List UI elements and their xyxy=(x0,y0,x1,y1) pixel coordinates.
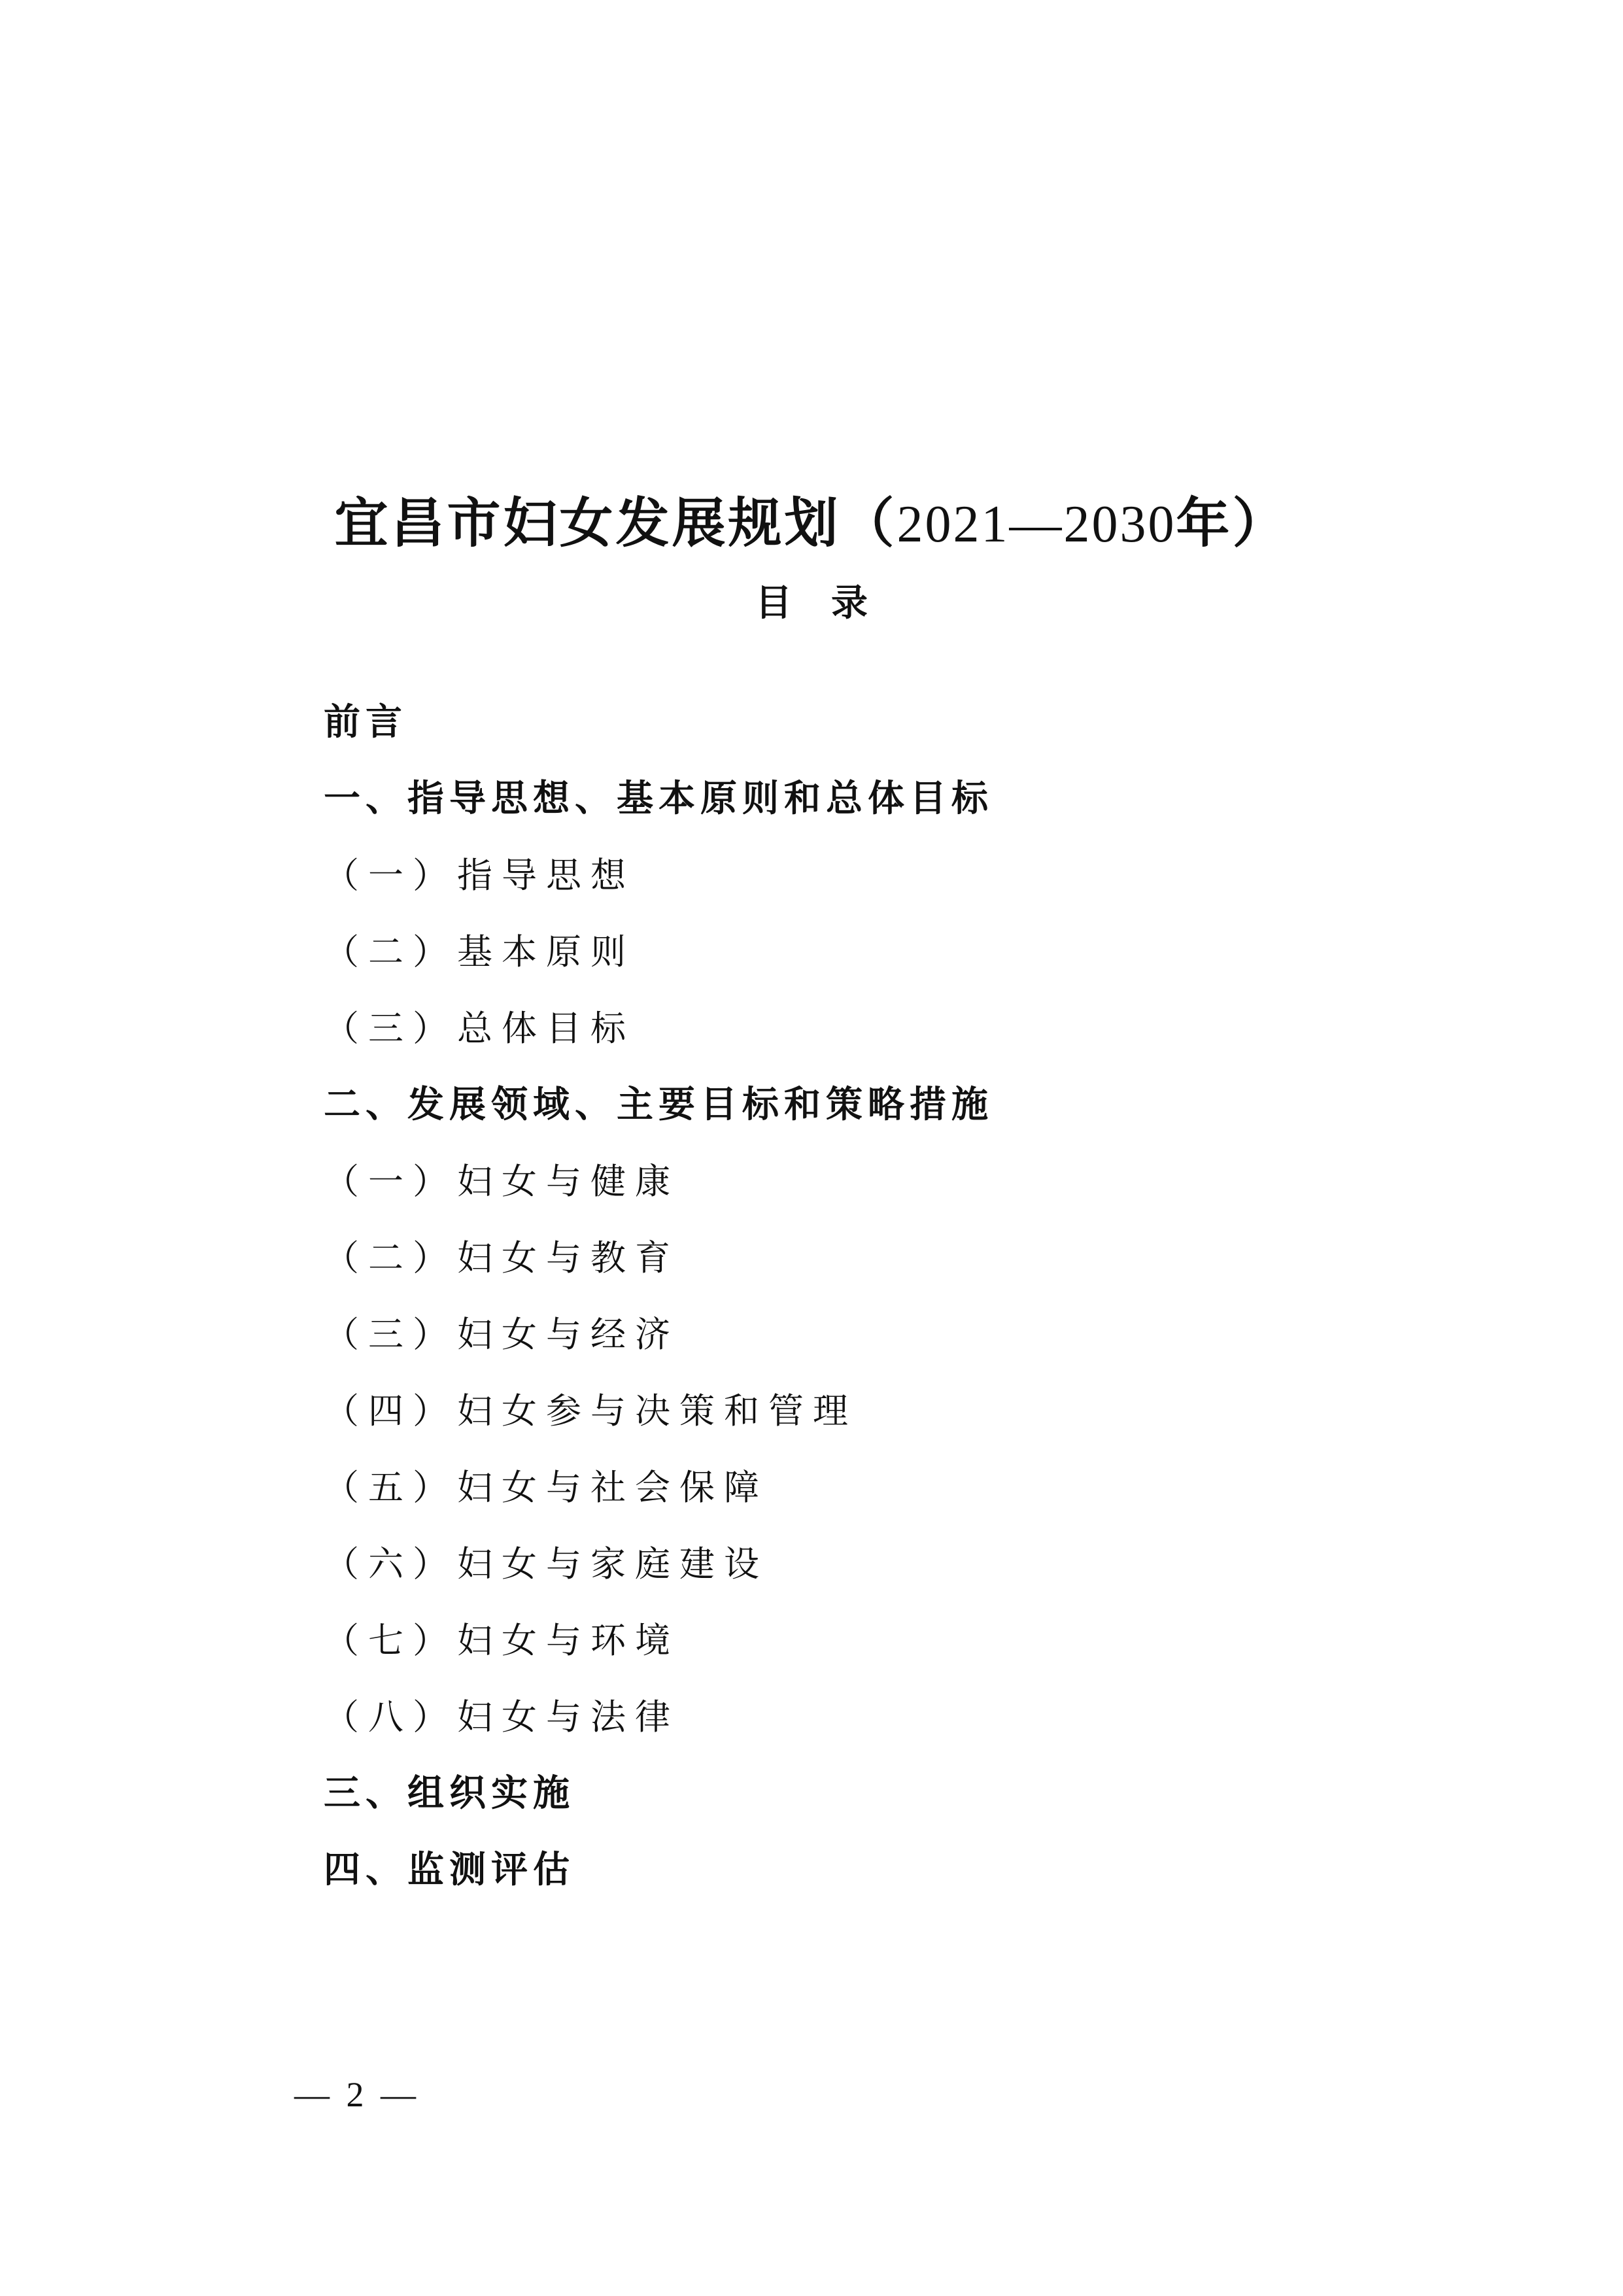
title-years: 2021—2030 xyxy=(897,495,1176,553)
document-title xyxy=(0,487,1623,559)
toc-subsection-1-2: （二）基本原则 xyxy=(324,931,635,972)
toc-subsection-2-2: （二）妇女与教育 xyxy=(324,1237,679,1278)
toc-section-3: 三、组织实施 xyxy=(324,1772,575,1815)
toc-subsection-2-7: （七）妇女与环境 xyxy=(324,1620,679,1661)
page-number: — 2 — xyxy=(294,2075,420,2114)
toc-section-2: 二、发展领域、主要目标和策略措施 xyxy=(324,1084,993,1126)
toc-subsection-2-6: （六）妇女与家庭建设 xyxy=(324,1543,768,1585)
table-of-contents xyxy=(324,693,1435,1917)
title-end: 年） xyxy=(1176,491,1289,555)
toc-subsection-2-1: （一）妇女与健康 xyxy=(324,1161,679,1202)
toc-subsection-2-4: （四）妇女参与决策和管理 xyxy=(324,1390,857,1431)
toc-section-4: 四、监测评估 xyxy=(324,1849,575,1891)
toc-subsection-1-3: （三）总体目标 xyxy=(324,1008,635,1049)
title-main: 宜昌市妇女发展规划（ xyxy=(334,491,897,555)
toc-heading: 目录 xyxy=(755,582,907,625)
toc-subsection-1-1: （一）指导思想 xyxy=(324,855,635,896)
toc-section-1: 一、指导思想、基本原则和总体目标 xyxy=(324,778,993,820)
toc-item-preface: 前言 xyxy=(324,701,407,744)
toc-subsection-2-5: （五）妇女与社会保障 xyxy=(324,1467,768,1508)
toc-subsection-2-3: （三）妇女与经济 xyxy=(324,1314,679,1355)
toc-subsection-2-8: （八）妇女与法律 xyxy=(324,1696,679,1738)
